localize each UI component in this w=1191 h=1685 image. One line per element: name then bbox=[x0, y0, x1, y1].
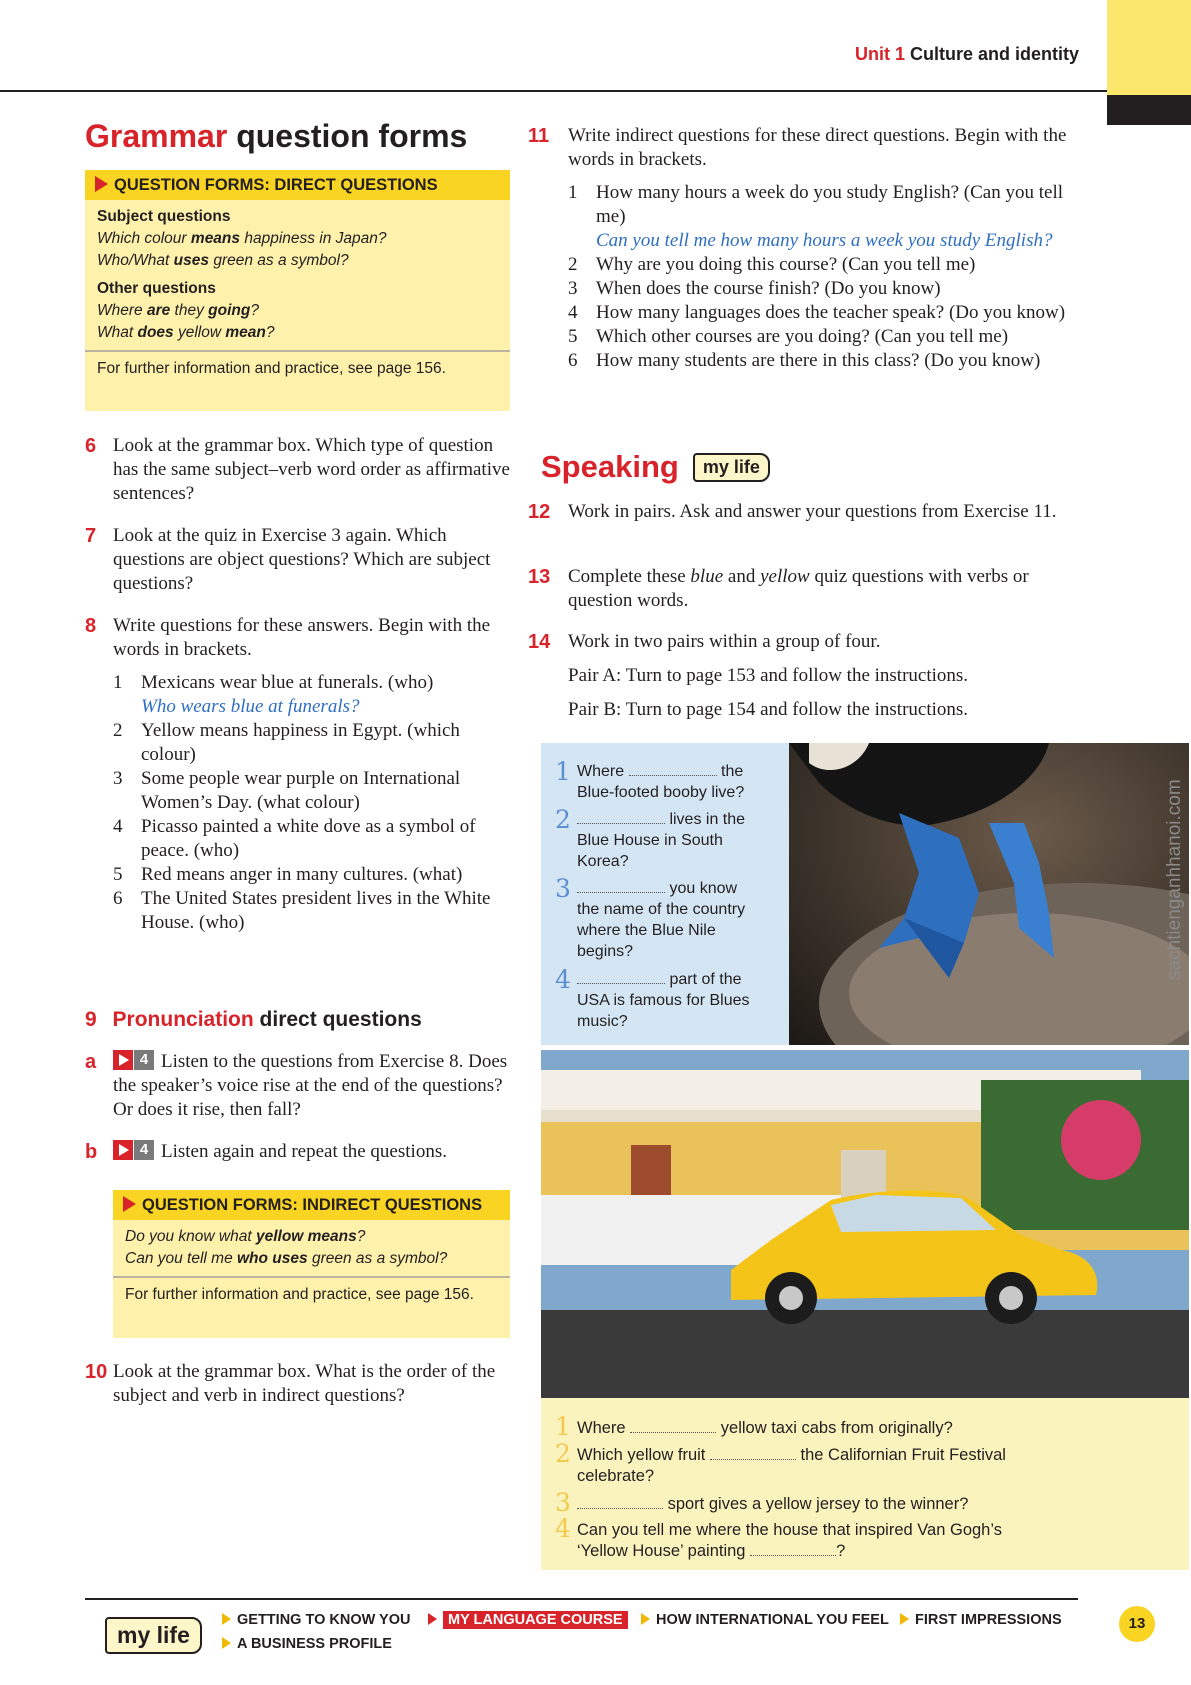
play-arrow-icon bbox=[123, 1196, 136, 1212]
exercise-14: 14 Work in two pairs within a group of four. Pair A: Turn to page 153 and follow the instructions. Pair B: Turn to page 154 and follow the instructions. bbox=[528, 630, 1076, 722]
quiz-item: 2 lives in the Blue House in South Korea? bbox=[555, 805, 746, 870]
list-item: 4 How many languages does the teacher speak? (Do you know) bbox=[568, 302, 1066, 323]
arrow-icon bbox=[900, 1613, 909, 1625]
exercise-7: 7 Look at the quiz in Exercise 3 again. Which questions are object questions? Which are subject questions? bbox=[85, 525, 491, 594]
example-line: Can you tell me who uses green as a symbol? bbox=[125, 1250, 448, 1267]
yellow-quiz-box bbox=[541, 1398, 1189, 1570]
watermark: sachtienganhhanoi.com bbox=[1164, 779, 1185, 980]
grammar-box-indirect bbox=[113, 1190, 510, 1338]
audio-track-button[interactable]: 4 bbox=[113, 1140, 155, 1160]
answer-blank[interactable] bbox=[630, 1421, 716, 1433]
subject-questions-heading: Subject questions bbox=[97, 208, 231, 225]
grammar-box-heading: QUESTION FORMS: INDIRECT QUESTIONS bbox=[113, 1190, 510, 1220]
arrow-icon bbox=[222, 1637, 231, 1649]
arrow-icon bbox=[222, 1613, 231, 1625]
list-item: 6 The United States president lives in the White House. (who) bbox=[113, 888, 491, 933]
list-item: 4 Picasso painted a white dove as a symbol of peace. (who) bbox=[113, 816, 476, 861]
exercise-13: 13 Complete these blue and yellow quiz questions with verbs or question words. bbox=[528, 566, 1029, 611]
blue-quiz-box bbox=[541, 743, 789, 1045]
header-tab-black bbox=[1107, 95, 1191, 125]
exercise-8: 8 Write questions for these answers. Begin with the words in brackets. 1 Mexicans wear blue at funerals. (who) Who wears blue at funerals? 2 Yellow means happiness in Egypt. (which colour) 3 Some people wear purple on International Women’s Day. (what colour) 4 Picasso painted a white dove as a symbol of peace. (who) 5 Red means anger in many cultures. (what) 6 The United States president lives in the White House. (who) bbox=[85, 614, 515, 935]
footer-link-getting-to-know-you[interactable]: GETTING TO KNOW YOU bbox=[222, 1612, 410, 1628]
audio-track-button[interactable]: 4 bbox=[113, 1050, 155, 1070]
list-item: 3 When does the course finish? (Do you know) bbox=[568, 278, 941, 299]
quiz-item: 3 sport gives a yellow jersey to the winner? bbox=[555, 1488, 969, 1517]
quiz-item: 1 Where yellow taxi cabs from originally? bbox=[555, 1412, 953, 1441]
grammar-title-red: Grammar bbox=[85, 118, 228, 154]
header-rule bbox=[0, 90, 1107, 92]
footer-link-how-international-you-feel[interactable]: HOW INTERNATIONAL YOU FEEL bbox=[641, 1612, 889, 1628]
quiz-item: 4 Can you tell me where the house that inspired Van Gogh’s ‘Yellow House’ painting ? bbox=[555, 1514, 1002, 1560]
answer-blank[interactable] bbox=[629, 764, 717, 776]
exercise-6: 6 Look at the grammar box. Which type of question has the same subject–verb word order as affirmative sentences? bbox=[85, 435, 510, 504]
list-item: 5 Which other courses are you doing? (Can you tell me) bbox=[568, 326, 1009, 347]
yellow-taxi-photo bbox=[541, 1050, 1189, 1398]
grammar-title bbox=[85, 118, 510, 155]
answer-blank[interactable] bbox=[577, 812, 665, 824]
quiz-item: 2 Which yellow fruit the Californian Fruit Festival celebrate? bbox=[555, 1439, 1006, 1485]
grammar-box-heading: QUESTION FORMS: DIRECT QUESTIONS bbox=[85, 170, 510, 200]
grammar-title-black: question forms bbox=[236, 118, 468, 154]
list-item: 3 Some people wear purple on International Women’s Day. (what colour) bbox=[113, 768, 461, 813]
list-item: 2 Yellow means happiness in Egypt. (which colour) bbox=[113, 720, 460, 765]
grammar-box-body bbox=[85, 200, 510, 350]
page-number: 13 bbox=[1119, 1606, 1155, 1642]
answer-blank[interactable] bbox=[710, 1448, 796, 1460]
list-item: 2 Why are you doing this course? (Can you tell me) bbox=[568, 254, 976, 275]
exercise-9a: a 4 Listen to the questions from Exercise 8. Does the speaker’s voice rise at the end of the questions? Or does it rise, then fall? bbox=[85, 1051, 508, 1120]
unit-number: Unit 1 bbox=[854, 44, 905, 64]
exercise-11-items bbox=[568, 181, 1076, 373]
speaking-heading bbox=[541, 449, 770, 485]
list-item: 5 Red means anger in many cultures. (what) bbox=[113, 864, 463, 885]
exercise-9-heading: 9 Pronunciation direct questions bbox=[85, 1008, 422, 1031]
quiz-item: 4 part of the USA is famous for Blues music? bbox=[555, 965, 750, 1030]
grammar-box-body bbox=[113, 1220, 510, 1276]
header-tab-yellow bbox=[1107, 0, 1191, 95]
list-item: 6 How many students are there in this class? (Do you know) bbox=[568, 350, 1041, 371]
arrow-icon bbox=[428, 1613, 437, 1625]
exercise-10: 10 Look at the grammar box. What is the order of the subject and verb in indirect questions? bbox=[85, 1361, 496, 1406]
play-icon bbox=[113, 1140, 133, 1160]
blue-footed-booby-photo bbox=[789, 743, 1189, 1045]
example-line: Do you know what yellow means? bbox=[125, 1228, 366, 1245]
list-item: 1 Mexicans wear blue at funerals. (who) Who wears blue at funerals? bbox=[113, 672, 434, 717]
exercise-12: 12 Work in pairs. Ask and answer your questions from Exercise 11. bbox=[528, 501, 1057, 523]
unit-heading bbox=[855, 44, 1079, 65]
quiz-item: 1 Where the Blue-footed booby live? bbox=[555, 757, 745, 801]
footer-rule bbox=[85, 1598, 1078, 1600]
example-answer: Can you tell me how many hours a week you study English? bbox=[596, 230, 1053, 251]
example-line: What does yellow mean? bbox=[97, 324, 275, 341]
exercise-8-items bbox=[113, 671, 515, 935]
example-line: Where are they going? bbox=[97, 302, 259, 319]
example-line: Which colour means happiness in Japan? bbox=[97, 230, 387, 247]
list-item: 1 How many hours a week do you study English? (Can you tell me) Can you tell me how many hours a week you study English? bbox=[568, 182, 1064, 251]
answer-blank[interactable] bbox=[577, 1497, 663, 1509]
footer-link-my-language-course[interactable]: MY LANGUAGE COURSE bbox=[428, 1612, 628, 1628]
grammar-box-direct bbox=[85, 170, 510, 411]
my-life-badge: my life bbox=[693, 453, 770, 482]
example-answer: Who wears blue at funerals? bbox=[141, 696, 360, 717]
footer-link-a-business-profile[interactable]: A BUSINESS PROFILE bbox=[222, 1636, 392, 1652]
answer-blank[interactable] bbox=[577, 972, 665, 984]
other-questions-heading: Other questions bbox=[97, 280, 216, 297]
grammar-box-reference: For further information and practice, see page 156. bbox=[113, 1276, 510, 1314]
play-icon bbox=[113, 1050, 133, 1070]
example-line: Who/What uses green as a symbol? bbox=[97, 252, 349, 269]
speaking-title: Speaking bbox=[541, 449, 679, 484]
footer-link-first-impressions[interactable]: FIRST IMPRESSIONS bbox=[900, 1612, 1062, 1628]
unit-title: Culture and identity bbox=[909, 44, 1079, 64]
play-arrow-icon bbox=[95, 176, 108, 192]
quiz-item: 3 you know the name of the country where the Blue Nile begins? bbox=[555, 874, 746, 960]
pair-a-instruction: Pair A: Turn to page 153 and follow the instructions. bbox=[568, 665, 969, 686]
arrow-icon bbox=[641, 1613, 650, 1625]
pair-b-instruction: Pair B: Turn to page 154 and follow the instructions. bbox=[568, 699, 969, 720]
answer-blank[interactable] bbox=[750, 1544, 836, 1556]
exercise-11: 11 Write indirect questions for these direct questions. Begin with the words in brackets. 1 How many hours a week do you study English? (Can you tell me) Can you tell me how many hours a week you study English? 2 Why are you doing this course? (Can you tell me) 3 When does the course finish? (Do you know) 4 How many languages does the teacher speak? (Do you know) 5 Which other courses are you doing? (Can you tell me) 6 How many students are there in this class? (Do you know) bbox=[528, 124, 1076, 373]
exercise-9b: b 4 Listen again and repeat the questions. bbox=[85, 1141, 447, 1163]
answer-blank[interactable] bbox=[577, 881, 665, 893]
footer-my-life-badge: my life bbox=[105, 1617, 202, 1654]
grammar-box-reference: For further information and practice, see page 156. bbox=[85, 350, 510, 388]
